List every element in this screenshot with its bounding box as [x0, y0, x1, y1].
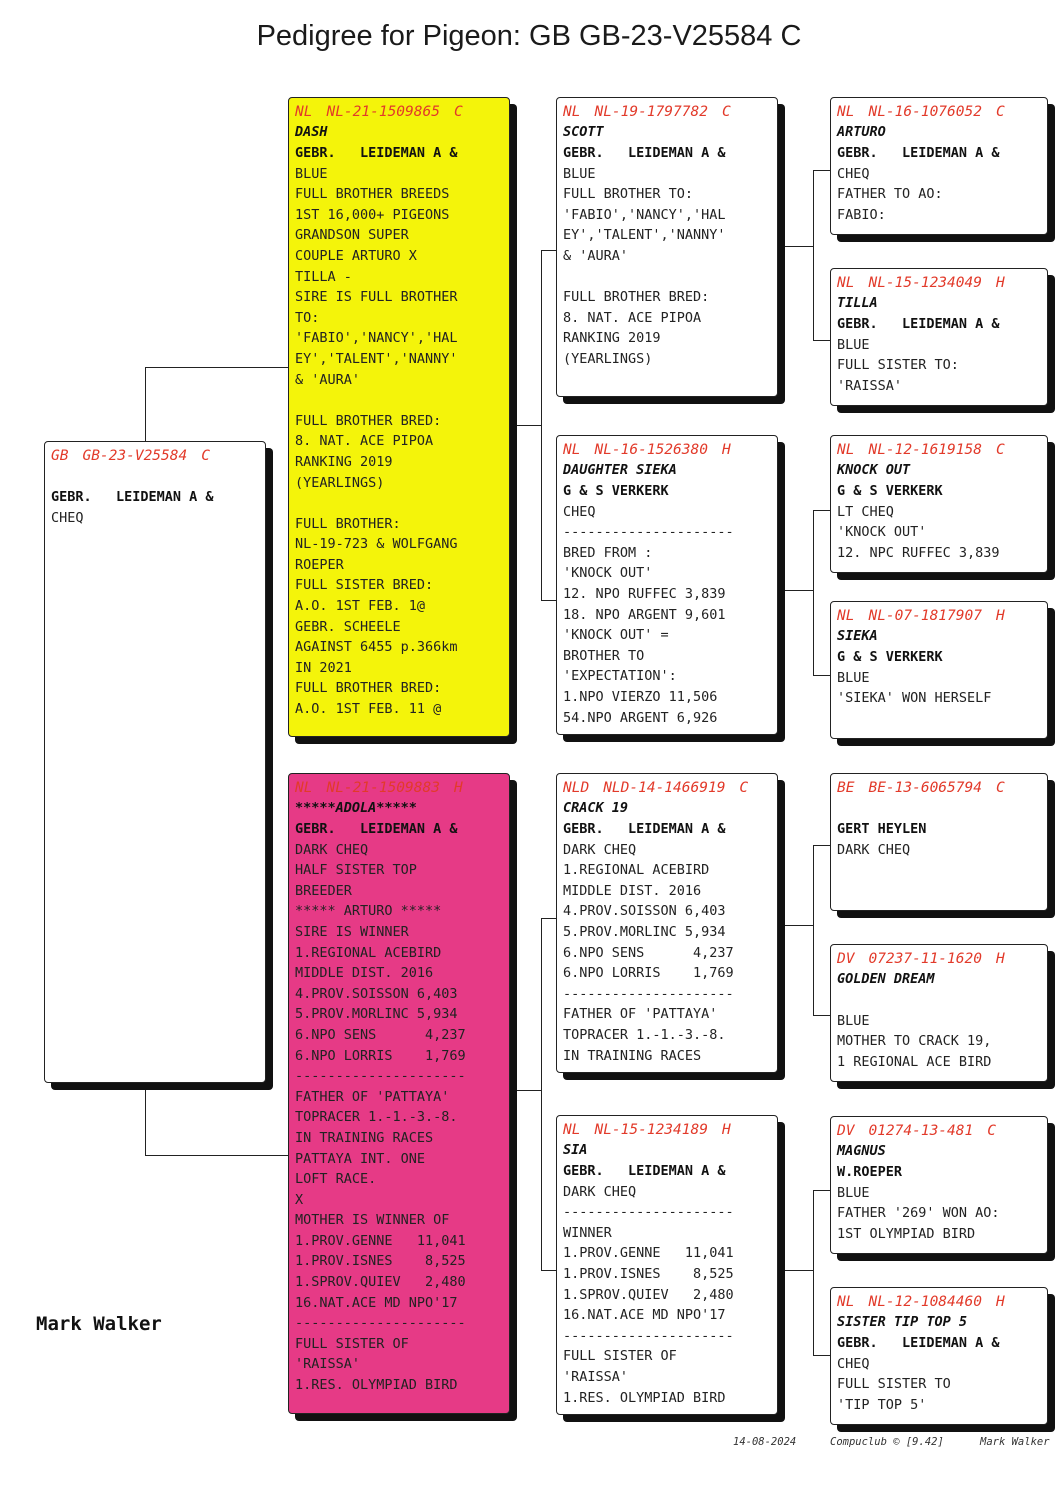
- ring-header: [837, 1121, 1041, 1141]
- note-line: A.O. 1ST FEB. 1@: [295, 598, 426, 615]
- note-line: [563, 267, 771, 288]
- note-line: [837, 990, 1041, 1011]
- note-line: BLUE: [837, 669, 870, 686]
- note-line: ---------------------: [295, 1315, 466, 1332]
- note-line: 'KNOCK OUT': [837, 524, 927, 541]
- country-code: NLD: [563, 780, 590, 796]
- sex-code: C: [995, 104, 1005, 120]
- note-line: 4.PROV.SOISSON 6,403: [563, 903, 726, 920]
- note-line: FULL SISTER TO: [837, 1376, 951, 1393]
- note-line: 1 REGIONAL ACE BIRD: [837, 1053, 992, 1070]
- note-line: FULL SISTER OF: [563, 1348, 677, 1365]
- ring-number: NLD-14-1466919: [603, 780, 726, 796]
- pigeon-name: DASH: [295, 124, 328, 140]
- note-line: ***** ARTURO *****: [295, 903, 442, 920]
- note-line: DARK CHEQ: [563, 841, 637, 858]
- page-title: Pedigree for Pigeon: GB GB-23-V25584 C: [256, 20, 802, 52]
- note-line: CHEQ: [837, 165, 870, 182]
- note-line: BRED FROM :: [563, 544, 653, 561]
- ring-number: NL-07-1817907: [868, 608, 982, 624]
- print-date: 14-08-2024: [733, 1436, 797, 1448]
- note-line: 1.SPROV.QUIEV 2,480: [563, 1286, 734, 1303]
- note-line: GEBR. SCHEELE: [295, 618, 401, 635]
- note-line: CHEQ: [837, 1355, 870, 1372]
- note-line: 1.PROV.GENNE 11,041: [563, 1245, 734, 1262]
- pigeon-name: ARTURO: [837, 124, 886, 140]
- pigeon-card-dam-dam-sire[interactable]: [830, 1116, 1048, 1254]
- ring-number: 07237-11-1620: [868, 951, 982, 967]
- note-line: 6.NPO LORRIS 1,769: [295, 1047, 466, 1064]
- note-line: BLUE: [837, 1184, 870, 1201]
- note-line: FATHER TO AO:: [837, 186, 943, 203]
- note-line: EY','TALENT','NANNY': [563, 227, 726, 244]
- pigeon-card-dam[interactable]: [288, 773, 510, 1414]
- ring-number: NL-15-1234049: [868, 275, 982, 291]
- sex-code: C: [453, 104, 463, 120]
- country-code: GB: [51, 448, 69, 464]
- note-line: 'RAISSA': [295, 1356, 361, 1373]
- note-line: DARK CHEQ: [837, 841, 911, 858]
- sex-code: H: [721, 442, 731, 458]
- pigeon-name: TILLA: [837, 295, 878, 311]
- country-code: NL: [837, 104, 855, 120]
- breeder-name: W.ROEPER: [837, 1164, 903, 1180]
- note-line: 1.REGIONAL ACEBIRD: [295, 944, 442, 961]
- note-line: 1.REGIONAL ACEBIRD: [563, 862, 710, 879]
- note-line: BLUE: [563, 165, 596, 182]
- note-line: BLUE: [295, 165, 328, 182]
- note-line: 1ST OLYMPIAD BIRD: [837, 1225, 976, 1242]
- note-line: IN TRAINING RACES: [295, 1129, 434, 1146]
- country-code: NL: [295, 104, 313, 120]
- breeder-name: G & S VERKERK: [837, 649, 943, 665]
- note-line: RANKING 2019: [563, 330, 661, 347]
- note-line: SIRE IS WINNER: [295, 923, 409, 940]
- breeder-name: GEBR. LEIDEMAN A &: [837, 316, 1000, 332]
- note-line: FATHER OF 'PATTAYA': [295, 1088, 450, 1105]
- note-line: & 'AURA': [295, 371, 361, 388]
- pigeon-name: MAGNUS: [837, 1143, 886, 1159]
- owner-name: Mark Walker: [36, 1313, 162, 1335]
- note-line: 1.NPO VIERZO 11,506: [563, 688, 718, 705]
- note-line: BLUE: [837, 1012, 870, 1029]
- note-line: [295, 493, 503, 514]
- breeder-name: GEBR. LEIDEMAN A &: [837, 1335, 1000, 1351]
- ring-header: [837, 949, 1041, 969]
- sex-code: C: [995, 780, 1005, 796]
- country-code: NL: [295, 780, 313, 796]
- pigeon-name: SIA: [563, 1142, 588, 1158]
- pigeon-name: DAUGHTER SIEKA: [563, 462, 677, 478]
- ring-header: [837, 1292, 1041, 1312]
- note-line: 6.NPO SENS 4,237: [295, 1026, 466, 1043]
- sex-code: H: [453, 780, 463, 796]
- ring-number: NL-21-1509883: [326, 780, 440, 796]
- note-line: 'FABIO','NANCY','HAL: [295, 330, 458, 347]
- pigeon-card-sire-sire-sire[interactable]: [830, 97, 1048, 235]
- note-line: LOFT RACE.: [295, 1171, 377, 1188]
- country-code: DV: [837, 1123, 855, 1139]
- note-line: 1.PROV.GENNE 11,041: [295, 1232, 466, 1249]
- note-line: 8. NAT. ACE PIPOA: [563, 309, 702, 326]
- note-line: 1ST 16,000+ PIGEONS: [295, 206, 450, 223]
- pigeon-card-sire-dam[interactable]: [556, 435, 778, 735]
- ring-header: [837, 102, 1041, 122]
- note-line: 'TIP TOP 5': [837, 1396, 927, 1413]
- note-line: MIDDLE DIST. 2016: [563, 882, 702, 899]
- note-line: MOTHER IS WINNER OF: [295, 1212, 450, 1229]
- note-line: FULL SISTER BRED:: [295, 577, 434, 594]
- note-line: 54.NPO ARGENT 6,926: [563, 709, 718, 726]
- note-line: FULL BROTHER BREEDS: [295, 186, 450, 203]
- ring-header: [563, 778, 771, 798]
- pigeon-name: KNOCK OUT: [837, 462, 911, 478]
- note-line: IN TRAINING RACES: [563, 1047, 702, 1064]
- sex-code: H: [995, 1294, 1005, 1310]
- note-line: BROTHER TO: [563, 647, 645, 664]
- note-line: FULL BROTHER BRED:: [295, 680, 442, 697]
- pigeon-name: CRACK 19: [563, 800, 629, 816]
- note-line: 'EXPECTATION':: [563, 668, 677, 685]
- note-line: FULL SISTER OF: [295, 1335, 409, 1352]
- sex-code: C: [739, 780, 749, 796]
- note-line: 'FABIO','NANCY','HAL: [563, 206, 726, 223]
- country-code: BE: [837, 780, 855, 796]
- note-line: (YEARLINGS): [295, 474, 385, 491]
- pigeon-name: SISTER TIP TOP 5: [837, 1314, 968, 1330]
- sex-code: C: [201, 448, 210, 464]
- ring-header: [295, 778, 503, 798]
- note-line: WINNER: [563, 1224, 612, 1241]
- note-line: FULL BROTHER TO:: [563, 186, 694, 203]
- note-line: 'RAISSA': [837, 377, 903, 394]
- note-line: 1.PROV.ISNES 8,525: [563, 1265, 734, 1282]
- sex-code: C: [995, 442, 1005, 458]
- sex-code: H: [995, 275, 1005, 291]
- note-line: 8. NAT. ACE PIPOA: [295, 433, 434, 450]
- pigeon-card-dam-sire-sire[interactable]: [830, 773, 1048, 911]
- note-line: MIDDLE DIST. 2016: [295, 965, 434, 982]
- note-line: 'KNOCK OUT' =: [563, 627, 669, 644]
- note-line: HALF SISTER TOP: [295, 862, 417, 879]
- ring-number: NL-16-1076052: [868, 104, 982, 120]
- software-label: Compuclub © [9.42]: [830, 1436, 944, 1448]
- note-line: 6.NPO SENS 4,237: [563, 944, 734, 961]
- breeder-name: GEBR. LEIDEMAN A &: [563, 145, 726, 161]
- note-line: ---------------------: [563, 985, 734, 1002]
- country-code: NL: [563, 104, 581, 120]
- breeder-name: GEBR. LEIDEMAN A &: [837, 145, 1000, 161]
- note-line: CHEQ: [51, 509, 84, 526]
- note-line: PATTAYA INT. ONE: [295, 1150, 426, 1167]
- note-line: 16.NAT.ACE MD NPO'17: [563, 1307, 726, 1324]
- note-line: COUPLE ARTURO X: [295, 247, 417, 264]
- note-line: AGAINST 6455 p.366km: [295, 639, 458, 656]
- note-line: ---------------------: [563, 524, 734, 541]
- pigeon-name: SIEKA: [837, 628, 878, 644]
- country-code: NL: [563, 1122, 581, 1138]
- note-line: 1.RES. OLYMPIAD BIRD: [563, 1389, 726, 1406]
- breeder-name: GERT HEYLEN: [837, 821, 927, 837]
- note-line: SIRE IS FULL BROTHER: [295, 289, 458, 306]
- country-code: DV: [837, 951, 855, 967]
- note-line: ROEPER: [295, 556, 344, 573]
- pigeon-name: *****ADOLA*****: [295, 800, 417, 816]
- note-line: FULL BROTHER BRED:: [295, 412, 442, 429]
- note-line: BREEDER: [295, 882, 352, 899]
- note-line: NL-19-723 & WOLFGANG: [295, 536, 458, 553]
- note-line: 5.PROV.MORLINC 5,934: [295, 1006, 458, 1023]
- note-line: ---------------------: [563, 1204, 734, 1221]
- note-line: CHEQ: [563, 503, 596, 520]
- note-line: GRANDSON SUPER: [295, 227, 409, 244]
- ring-header: [837, 606, 1041, 626]
- breeder-name: G & S VERKERK: [837, 483, 943, 499]
- note-line: 'KNOCK OUT': [563, 565, 653, 582]
- sex-code: H: [995, 608, 1005, 624]
- note-line: 12. NPC RUFFEC 3,839: [837, 544, 1000, 561]
- ring-number: BE-13-6065794: [868, 780, 982, 796]
- sex-code: C: [721, 104, 731, 120]
- pigeon-card-sire-dam-sire[interactable]: [830, 435, 1048, 573]
- note-line: X: [295, 1191, 304, 1208]
- country-code: NL: [837, 275, 855, 291]
- ring-header: [837, 440, 1041, 460]
- note-line: RANKING 2019: [295, 453, 393, 470]
- note-line: 'RAISSA': [563, 1368, 629, 1385]
- note-line: A.O. 1ST FEB. 11 @: [295, 701, 442, 718]
- sex-code: C: [987, 1123, 996, 1139]
- note-line: 18. NPO ARGENT 9,601: [563, 606, 726, 623]
- note-line: (YEARLINGS): [563, 350, 653, 367]
- ring-number: NL-21-1509865: [326, 104, 440, 120]
- note-line: TOPRACER 1.-1.-3.-8.: [563, 1026, 726, 1043]
- country-code: NL: [837, 1294, 855, 1310]
- note-line: 1.SPROV.QUIEV 2,480: [295, 1274, 466, 1291]
- ring-header: [295, 102, 503, 122]
- note-line: TO:: [295, 309, 320, 326]
- pigeon-card-dam-dam-dam[interactable]: [830, 1287, 1048, 1425]
- pigeon-card-dam-sire-dam[interactable]: [830, 944, 1048, 1082]
- note-line: 1.RES. OLYMPIAD BIRD: [295, 1377, 458, 1394]
- ring-number: NL-15-1234189: [594, 1122, 708, 1138]
- pigeon-card-dam-dam[interactable]: [556, 1115, 778, 1415]
- ring-number: 01274-13-481: [868, 1123, 974, 1139]
- pigeon-card-dam-sire[interactable]: [556, 773, 778, 1073]
- ring-number: NL-12-1084460: [868, 1294, 982, 1310]
- note-line: DARK CHEQ: [295, 841, 369, 858]
- ring-header: [563, 102, 771, 122]
- note-line: FATHER OF 'PATTAYA': [563, 1006, 718, 1023]
- note-line: FATHER '269' WON AO:: [837, 1205, 1000, 1222]
- note-line: & 'AURA': [563, 247, 629, 264]
- footer-user: Mark Walker: [980, 1436, 1050, 1448]
- pigeon-card-sire-sire-dam[interactable]: [830, 268, 1048, 406]
- note-line: EY','TALENT','NANNY': [295, 350, 458, 367]
- note-line: DARK CHEQ: [563, 1183, 637, 1200]
- note-line: MOTHER TO CRACK 19,: [837, 1033, 992, 1050]
- pigeon-name: SCOTT: [563, 124, 604, 140]
- breeder-name: GEBR. LEIDEMAN A &: [563, 1163, 726, 1179]
- note-line: FABIO:: [837, 206, 886, 223]
- note-line: TOPRACER 1.-1.-3.-8.: [295, 1109, 458, 1126]
- pigeon-card-sire[interactable]: [288, 97, 510, 737]
- note-line: FULL BROTHER BRED:: [563, 289, 710, 306]
- pigeon-card-sire-sire[interactable]: [556, 97, 778, 397]
- note-line: ---------------------: [295, 1068, 466, 1085]
- breeder-name: GEBR. LEIDEMAN A &: [563, 821, 726, 837]
- sex-code: H: [721, 1122, 731, 1138]
- breeder-name: GEBR. LEIDEMAN A &: [51, 489, 214, 505]
- note-line: TILLA -: [295, 268, 352, 285]
- ring-header: [563, 1120, 771, 1140]
- country-code: NL: [837, 608, 855, 624]
- ring-header: [563, 440, 771, 460]
- note-line: [295, 390, 503, 411]
- ring-number: GB-23-V25584: [82, 448, 188, 464]
- sex-code: H: [995, 951, 1005, 967]
- note-line: 6.NPO LORRIS 1,769: [563, 965, 734, 982]
- note-line: ---------------------: [563, 1327, 734, 1344]
- note-line: FULL SISTER TO:: [837, 357, 959, 374]
- country-code: NL: [837, 442, 855, 458]
- pigeon-card-sire-dam-dam[interactable]: [830, 601, 1048, 739]
- ring-header: [51, 446, 259, 466]
- note-line: 1.PROV.ISNES 8,525: [295, 1253, 466, 1270]
- ring-number: NL-19-1797782: [594, 104, 708, 120]
- breeder-name: GEBR. LEIDEMAN A &: [295, 821, 458, 837]
- ring-header: [837, 273, 1041, 293]
- note-line: BLUE: [837, 336, 870, 353]
- note-line: 16.NAT.ACE MD NPO'17: [295, 1294, 458, 1311]
- pigeon-card-subject[interactable]: [44, 441, 266, 1083]
- ring-number: NL-12-1619158: [868, 442, 982, 458]
- note-line: IN 2021: [295, 659, 352, 676]
- pigeon-name: GOLDEN DREAM: [837, 971, 935, 987]
- pigeon-name: [51, 466, 259, 487]
- ring-number: NL-16-1526380: [594, 442, 708, 458]
- breeder-name: G & S VERKERK: [563, 483, 669, 499]
- country-code: NL: [563, 442, 581, 458]
- note-line: FULL BROTHER:: [295, 515, 401, 532]
- ring-header: [837, 778, 1041, 798]
- note-line: LT CHEQ: [837, 503, 894, 520]
- note-line: 4.PROV.SOISSON 6,403: [295, 985, 458, 1002]
- breeder-name: GEBR. LEIDEMAN A &: [295, 145, 458, 161]
- note-line: 12. NPO RUFFEC 3,839: [563, 585, 726, 602]
- pigeon-name: [837, 798, 1041, 819]
- note-line: 5.PROV.MORLINC 5,934: [563, 923, 726, 940]
- note-line: 'SIEKA' WON HERSELF: [837, 690, 992, 707]
